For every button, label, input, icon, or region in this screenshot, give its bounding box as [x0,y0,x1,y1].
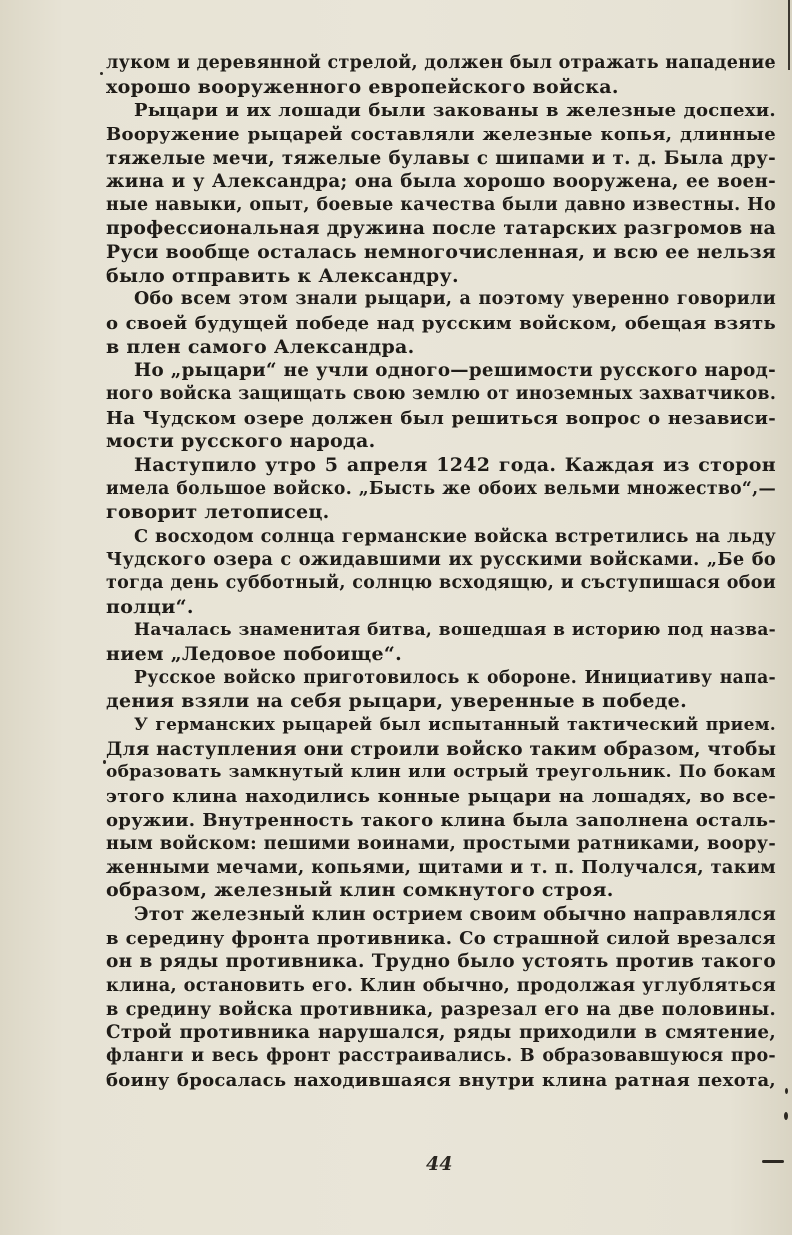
text-line: ным войском: пешими воинами, простыми ратниками, воору- [106,833,776,855]
text-line: Этот железный клин острием своим обычно направлялся [134,904,776,926]
text-line: тогда день субботный, солнцю всходящю, и съступишася обои [106,573,776,594]
text-line: тяжелые мечи, тяжелые булавы с шипами и т. д. Была дру- [106,147,776,169]
text-line: С восходом солнца германские войска встретились на льду [134,525,776,547]
text-line: говорит летописец. [106,501,330,524]
text-line: Руси вообще осталась немногочисленная, и всю ее нельзя [106,241,776,264]
text-line: профессиональная дружина после татарских разгромов на [106,217,776,240]
ink-speck [785,1088,788,1094]
text-line: он в ряды противника. Трудно было устоять против такого [106,951,776,973]
text-line: боину бросалась находившаяся внутри клина ратная пехота, [106,1069,776,1091]
ink-speck [100,72,103,75]
ink-speck [784,1112,788,1120]
text-line: полци“. [106,595,194,618]
text-line: жина и у Александра; она была хорошо вооружена, ее воен- [106,171,776,193]
text-line: луком и деревянной стрелой, должен был отражать нападение [106,53,776,73]
text-line: Наступило утро 5 апреля 1242 года. Каждая из сторон [134,453,776,476]
text-line: имела большое войско. „Бысть же обоих вельми множество“,— [106,478,776,499]
page-edge-mark [788,0,790,70]
text-line: Для наступления они строили войско таким образом, чтобы [106,738,776,760]
text-line: Обо всем этом знали рыцари, а поэтому уверенно говорили [134,289,776,310]
text-line: женными мечами, копьями, щитами и т. п. Получался, таким [106,856,776,878]
text-line: ного войска защищать свою землю от иноземных захватчиков. [106,383,776,404]
text-line: этого клина находились конные рыцари на лошадях, во все- [106,785,776,807]
text-line: Но „рыцари“ не учли одного—решимости русского народ- [134,360,776,382]
text-line: образом, железный клин сомкнутого строя. [106,879,614,902]
text-line: У германских рыцарей был испытанный тактический прием. [134,714,776,735]
text-line: было отправить к Александру. [106,264,459,287]
text-line: Вооружение рыцарей составляли железные копья, длинные [106,123,776,145]
text-line: Строй противника нарушался, ряды приходили в смятение, [106,1022,776,1044]
text-line: Началась знаменитая битва, вошедшая в историю под назва- [134,620,776,641]
text-line: фланги и весь фронт расстраивались. В образовавшуюся про- [106,1045,776,1066]
text-line: в средину войска противника, разрезал его на две половины. [106,998,776,1020]
ink-speck [762,1160,784,1163]
text-line: Рыцари и их лошади были закованы в железные доспехи. [134,100,776,122]
body-text [106,52,776,1092]
text-line: о своей будущей победе над русским войском, обещая взять [106,313,776,335]
text-line: На Чудском озере должен был решиться вопрос о независи- [106,407,776,429]
ink-speck [103,760,106,764]
text-line: образовать замкнутый клин или острый треугольник. По бокам [106,762,776,783]
page-number: 44 [426,1153,453,1175]
text-line: оружии. Внутренность такого клина была заполнена осталь- [106,809,776,831]
text-line: в плен самого Александра. [106,335,415,358]
text-line: мости русского народа. [106,430,376,453]
text-line: в середину фронта противника. Со страшной силой врезался [106,927,776,949]
text-line: дения взяли на себя рыцари, уверенные в победе. [106,690,687,713]
text-line: Русское войско приготовилось к обороне. Инициативу напа- [134,667,776,688]
text-line: хорошо вооруженного европейского войска. [106,75,619,98]
text-line: ные навыки, опыт, боевые качества были давно известны. Но [106,194,776,215]
text-line: нием „Ледовое побоище“. [106,643,403,666]
text-line: Чудского озера с ожидавшими их русскими войсками. „Бе бо [106,549,776,571]
text-line: клина, остановить его. Клин обычно, продолжая углубляться [106,974,776,996]
